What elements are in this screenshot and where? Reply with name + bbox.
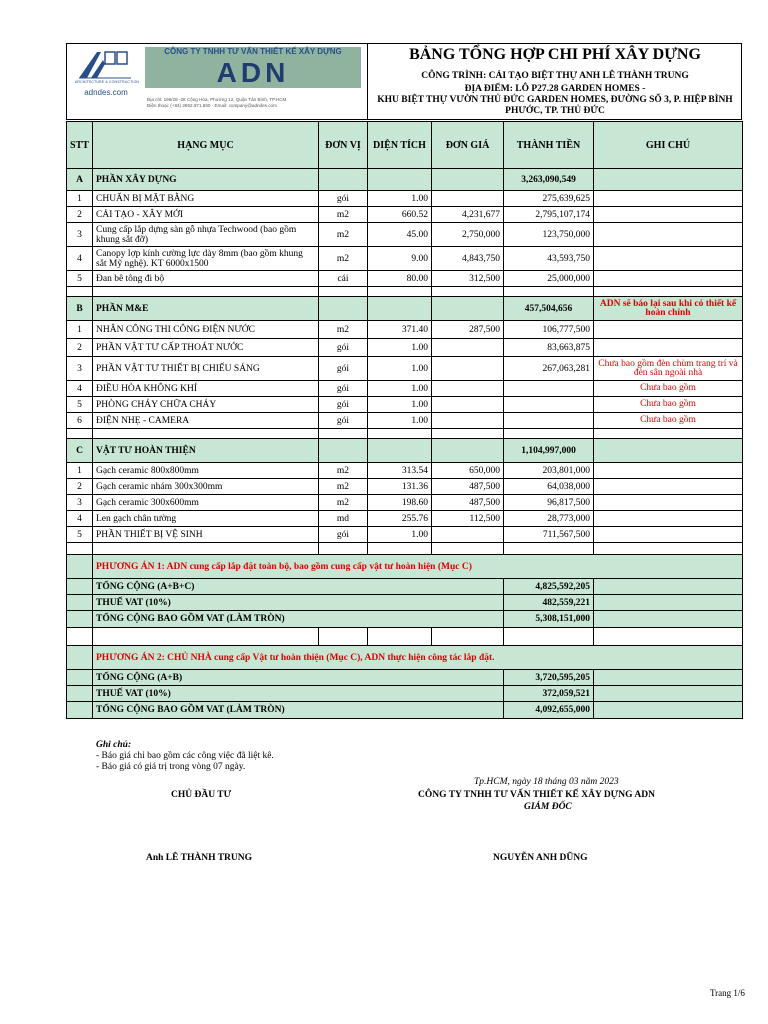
cell-area: 660.52 [368, 207, 432, 223]
table-row [67, 191, 743, 207]
option-1-title: PHƯƠNG ÁN 1: ADN cung cấp lắp đặt toàn bộ, bao gồm cung cấp vật tư hoàn hiện (Mục C) [93, 555, 743, 579]
cell-stt: 2 [67, 339, 93, 357]
cell-unit: m2 [319, 247, 368, 271]
cell-stt: 1 [67, 321, 93, 339]
cell-price [432, 381, 504, 397]
cell-note [594, 191, 743, 207]
cell-item: Gạch ceramic 800x800mm [93, 463, 319, 479]
option-2-title: PHƯƠNG ÁN 2: CHỦ NHÀ cung cấp Vật tư hoàn thiện (Mục C), ADN thực hiện công tác lắp đặt. [93, 646, 743, 670]
cell-price [432, 397, 504, 413]
option-2-total: 3,720,595,205 [504, 670, 594, 686]
table-row [67, 247, 743, 271]
option-1-vat-label: THUẾ VAT (10%) [93, 595, 504, 611]
option-1-grand: 5,308,151,000 [504, 611, 594, 628]
cell-area: 1.00 [368, 413, 432, 429]
cell-price: 312,500 [432, 271, 504, 287]
cell-item: Cung cấp lắp dựng sàn gỗ nhựa Techwood (bao gồm khung sắt đỡ) [93, 223, 319, 247]
table-row [67, 271, 743, 287]
page-number: Trang 1/6 [710, 988, 745, 998]
col-header-unit: ĐƠN VỊ [319, 122, 368, 169]
cell-area: 255.76 [368, 511, 432, 527]
cell-unit: m2 [319, 223, 368, 247]
cell-item: Gạch ceramic nhám 300x300mm [93, 479, 319, 495]
option-2-grand-label: TỔNG CỘNG BAO GỒM VAT (LÀM TRÒN) [93, 702, 504, 719]
cell-amount: 203,801,000 [504, 463, 594, 479]
option-2-vat-row [67, 686, 743, 702]
cell-unit: m2 [319, 207, 368, 223]
table-row [67, 223, 743, 247]
cell-area: 80.00 [368, 271, 432, 287]
cell-stt: 5 [67, 271, 93, 287]
cell-amount: 25,000,000 [504, 271, 594, 287]
cell-note: Chưa bao gồm đèn chùm trang trí và đèn sân ngoài nhà [594, 357, 743, 381]
cell-amount: 123,750,000 [504, 223, 594, 247]
option-1-total-label: TỔNG CỘNG (A+B+C) [93, 579, 504, 595]
col-header-item: HẠNG MỤC [93, 122, 319, 169]
cell-stt: 5 [67, 527, 93, 543]
cell-stt: 3 [67, 223, 93, 247]
cell-amount: 711,567,500 [504, 527, 594, 543]
cell-area: 1.00 [368, 191, 432, 207]
cell-item: CHUẨN BỊ MẶT BẰNG [93, 191, 319, 207]
cell-area: 1.00 [368, 527, 432, 543]
signature-date: Tp.HCM, ngày 18 tháng 03 năm 2023 [474, 777, 619, 787]
cell-note: Chưa bao gồm [594, 397, 743, 413]
section-total: 1,104,997,000 [504, 439, 594, 463]
cell-item: Len gạch chân tường [93, 511, 319, 527]
cell-note [594, 223, 743, 247]
location-line-2: KHU BIỆT THỰ VƯỜN THỦ ĐỨC GARDEN HOMES, ĐƯỜNG SỐ 3, P. HIỆP BÌNH [377, 95, 733, 105]
cell-unit: m2 [319, 321, 368, 339]
section-note: ADN sẽ báo lại sau khi có thiết kế hoàn chỉnh [594, 297, 743, 321]
logo-phone-line: Điện thoại: (+84) 2862.971.660 - Email: company@adndes.com [147, 103, 277, 108]
cell-unit: gói [319, 191, 368, 207]
section-title: PHẦN M&E [93, 297, 319, 321]
cell-stt: 4 [67, 511, 93, 527]
option-2-total-label: TỔNG CỘNG (A+B) [93, 670, 504, 686]
cell-amount [504, 413, 594, 429]
cell-amount: 83,663,875 [504, 339, 594, 357]
cell-item: Canopy lợp kính cường lực dày 8mm (bao gồm khung sắt Mỹ nghệ). KT 6000x1500 [93, 247, 319, 271]
company-logo-block [67, 44, 368, 119]
table-row [67, 357, 743, 381]
cell-price: 4,231,677 [432, 207, 504, 223]
director-name: NGUYỄN ANH DŨNG [493, 853, 588, 863]
table-row [67, 527, 743, 543]
option-1-grand-label: TỔNG CỘNG BAO GỒM VAT (LÀM TRÒN) [93, 611, 504, 628]
cell-item: Đan bê tông đi bộ [93, 271, 319, 287]
location-line-1: ĐỊA ĐIỂM: LÔ P27.28 GARDEN HOMES - [464, 84, 646, 94]
cell-amount: 28,773,000 [504, 511, 594, 527]
table-row [67, 479, 743, 495]
cell-area: 313.54 [368, 463, 432, 479]
section-title: PHẦN XÂY DỰNG [93, 169, 319, 191]
location-line-3: PHƯỚC, TP. THỦ ĐỨC [505, 106, 605, 116]
note-line-2: - Báo giá có giá trị trong vòng 07 ngày. [96, 762, 246, 772]
owner-label: CHỦ ĐẦU TƯ [171, 790, 232, 800]
cell-area: 1.00 [368, 339, 432, 357]
notes-block [96, 740, 274, 773]
cell-item: PHẦN THIẾT BỊ VỆ SINH [93, 527, 319, 543]
table-row [67, 511, 743, 527]
logo-tagline: ARCHITECTURE & CONSTRUCTION [74, 80, 140, 84]
cell-stt: 2 [67, 479, 93, 495]
table-row [67, 207, 743, 223]
cell-unit: gói [319, 413, 368, 429]
cell-note [594, 511, 743, 527]
section-a-row [67, 169, 743, 191]
cell-note [594, 463, 743, 479]
cell-unit: gói [319, 381, 368, 397]
col-header-price: ĐƠN GIÁ [432, 122, 504, 169]
col-header-area: DIỆN TÍCH [368, 122, 432, 169]
cell-price: 2,750,000 [432, 223, 504, 247]
cell-price: 487,500 [432, 479, 504, 495]
table-row [67, 463, 743, 479]
cell-unit: gói [319, 339, 368, 357]
option-2-grand-row [67, 702, 743, 719]
cell-item: ĐIỆN NHẸ - CAMERA [93, 413, 319, 429]
cell-area: 198.60 [368, 495, 432, 511]
cell-note [594, 207, 743, 223]
cell-note [594, 271, 743, 287]
cell-amount: 43,593,750 [504, 247, 594, 271]
cell-stt: 1 [67, 191, 93, 207]
spacer-row [67, 543, 743, 555]
cell-area: 45.00 [368, 223, 432, 247]
cell-note [594, 339, 743, 357]
section-total: 3,263,090,549 [504, 169, 594, 191]
cell-item: ĐIỀU HÒA KHÔNG KHÍ [93, 381, 319, 397]
cell-price: 112,500 [432, 511, 504, 527]
table-row [67, 495, 743, 511]
project-name: CÔNG TRÌNH: CẢI TẠO BIỆT THỰ ANH LÊ THÀNH TRUNG [421, 71, 689, 81]
table-row [67, 397, 743, 413]
section-code: B [67, 297, 93, 321]
cell-amount: 106,777,500 [504, 321, 594, 339]
spacer-row [67, 429, 743, 439]
cell-stt: 4 [67, 381, 93, 397]
cell-amount [504, 381, 594, 397]
cell-stt: 5 [67, 397, 93, 413]
cell-amount: 267,063,281 [504, 357, 594, 381]
cell-price: 487,500 [432, 495, 504, 511]
logo-url: adndes.com [84, 88, 128, 97]
title-block [369, 44, 741, 119]
cell-amount: 96,817,500 [504, 495, 594, 511]
cell-amount [504, 397, 594, 413]
cell-stt: 1 [67, 463, 93, 479]
section-code: C [67, 439, 93, 463]
table-row [67, 381, 743, 397]
cell-price [432, 191, 504, 207]
document-header [66, 43, 742, 120]
cell-unit: m2 [319, 495, 368, 511]
table-row [67, 321, 743, 339]
cell-area: 1.00 [368, 397, 432, 413]
cell-price [432, 357, 504, 381]
cell-item: NHÂN CÔNG THI CÔNG ĐIỆN NƯỚC [93, 321, 319, 339]
cell-unit: gói [319, 527, 368, 543]
logo-brand: ADN [216, 57, 290, 88]
adn-logo-icon [75, 50, 135, 80]
col-header-amount: THÀNH TIỀN [504, 122, 594, 169]
option-1-grand-row [67, 611, 743, 628]
cell-stt: 3 [67, 495, 93, 511]
cell-item: PHÒNG CHÁY CHỮA CHÁY [93, 397, 319, 413]
cell-price [432, 527, 504, 543]
cell-unit: gói [319, 397, 368, 413]
document-title: BẢNG TỔNG HỢP CHI PHÍ XÂY DỰNG [409, 46, 701, 63]
cell-note [594, 495, 743, 511]
cell-price: 4,843,750 [432, 247, 504, 271]
option-2-vat-label: THUẾ VAT (10%) [93, 686, 504, 702]
cell-unit: cái [319, 271, 368, 287]
col-header-note: GHI CHÚ [594, 122, 743, 169]
cell-note: Chưa bao gồm [594, 413, 743, 429]
cell-amount: 2,795,107,174 [504, 207, 594, 223]
cell-unit: md [319, 511, 368, 527]
cell-area: 1.00 [368, 381, 432, 397]
director-role: GIÁM ĐỐC [524, 802, 572, 812]
cell-area: 131.36 [368, 479, 432, 495]
cell-stt: 6 [67, 413, 93, 429]
cell-stt: 2 [67, 207, 93, 223]
cell-note: Chưa bao gồm [594, 381, 743, 397]
company-label: CÔNG TY TNHH TƯ VẤN THIẾT KẾ XÂY DỰNG ADN [418, 790, 655, 800]
logo-company-name: CÔNG TY TNHH TƯ VẤN THIẾT KẾ XÂY DỰNG [164, 47, 342, 56]
logo-address-line: Địa chỉ: 196/28 -28 Cộng Hòa, Phường 12, Quận Tân Bình, TP.HCM [147, 97, 287, 102]
cell-price [432, 339, 504, 357]
cell-area: 1.00 [368, 357, 432, 381]
cell-note [594, 527, 743, 543]
cell-unit: m2 [319, 463, 368, 479]
option-2-total-row [67, 670, 743, 686]
cell-price: 287,500 [432, 321, 504, 339]
cell-amount: 64,038,000 [504, 479, 594, 495]
cost-summary-table [66, 121, 743, 719]
section-total: 457,504,656 [504, 297, 594, 321]
section-b-row [67, 297, 743, 321]
option-1-vat: 482,559,221 [504, 595, 594, 611]
cell-stt: 3 [67, 357, 93, 381]
cell-item: CẢI TẠO - XÂY MỚI [93, 207, 319, 223]
option-1-total: 4,825,592,205 [504, 579, 594, 595]
section-title: VẬT TƯ HOÀN THIỆN [93, 439, 319, 463]
note-line-1: - Báo giá chỉ bao gồm các công việc đã liệt kê. [96, 751, 274, 761]
cell-amount: 275,639,625 [504, 191, 594, 207]
option-2-grand: 4,092,655,000 [504, 702, 594, 719]
cell-item: PHẦN VẬT TƯ CẤP THOÁT NƯỚC [93, 339, 319, 357]
option-2-title-row [67, 646, 743, 670]
cell-price [432, 413, 504, 429]
cell-note [594, 479, 743, 495]
cell-unit: m2 [319, 479, 368, 495]
cell-stt: 4 [67, 247, 93, 271]
table-row [67, 339, 743, 357]
table-header-row [67, 122, 743, 169]
spacer-row [67, 628, 743, 646]
spacer-row [67, 287, 743, 297]
col-header-stt: STT [67, 122, 93, 169]
owner-name: Anh LÊ THÀNH TRUNG [146, 853, 253, 863]
option-2-vat: 372,059,521 [504, 686, 594, 702]
cell-area: 9.00 [368, 247, 432, 271]
table-row [67, 413, 743, 429]
option-1-title-row [67, 555, 743, 579]
cell-item: Gạch ceramic 300x600mm [93, 495, 319, 511]
section-c-row [67, 439, 743, 463]
option-1-total-row [67, 579, 743, 595]
section-code: A [67, 169, 93, 191]
option-1-vat-row [67, 595, 743, 611]
cell-unit: gói [319, 357, 368, 381]
cell-price: 650,000 [432, 463, 504, 479]
cell-note [594, 247, 743, 271]
cell-item: PHẦN VẬT TƯ THIẾT BỊ CHIẾU SÁNG [93, 357, 319, 381]
cell-area: 371.40 [368, 321, 432, 339]
notes-title: Ghi chú: [96, 740, 132, 750]
logo-address [147, 97, 363, 109]
cell-note [594, 321, 743, 339]
